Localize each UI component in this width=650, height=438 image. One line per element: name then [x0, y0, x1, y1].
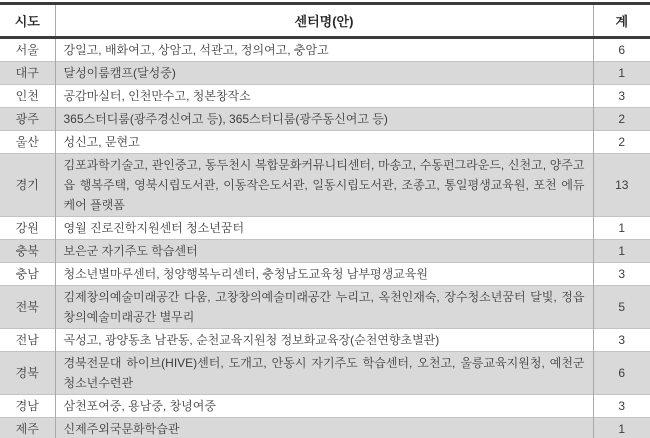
centers-cell: 김포과학기술고, 관인중고, 동두천시 복합문화커뮤니티센터, 마송고, 수동펀그라운드, 신천고, 양주고읍 행복주택, 영북시립도서관, 이동작은도서관, 일동시립도서관, 조종고, 통일평생교육원, 포천 에듀케어 플랫폼 [55, 154, 593, 217]
region-cell: 경기 [0, 154, 55, 217]
count-cell: 6 [618, 43, 626, 57]
table-body [0, 38, 650, 438]
centers-cell: 청소년별마루센터, 청양행복누리센터, 충청남도교육청 남부평생교육원 [55, 263, 593, 286]
header-sido: 시도 [0, 4, 55, 38]
table-row [0, 240, 650, 263]
count-cell: 1 [593, 62, 650, 85]
table-row [0, 329, 650, 352]
table-row [0, 395, 650, 418]
region-cell: 인천 [0, 85, 55, 108]
centers-cell: 달성이룸캠프(달성중) [55, 62, 593, 85]
count-cell: 5 [593, 286, 650, 329]
table-row [0, 62, 650, 85]
count-cell: 2 [593, 131, 650, 154]
table-row [0, 352, 650, 395]
table-row [0, 85, 650, 108]
count-cell: 3 [593, 85, 650, 108]
centers-cell: 김제창의예술미래공간 다움, 고창창의예술미래공간 누리고, 옥천인재숙, 장수청소년꿈터 달빛, 정읍창의예술미래공간 별무리 [55, 286, 593, 329]
count-cell: 3 [593, 395, 650, 418]
region-cell: 서울 [15, 43, 39, 57]
count-cell: 3 [593, 329, 650, 352]
region-cell: 전남 [0, 329, 55, 352]
region-cell: 대구 [0, 62, 55, 85]
table-row [0, 263, 650, 286]
region-cell: 전북 [0, 286, 55, 329]
count-cell: 1 [593, 240, 650, 263]
centers-cell: 공감마실터, 인천만수고, 청본창작소 [55, 85, 593, 108]
region-cell: 제주 [0, 418, 55, 438]
region-cell: 울산 [0, 131, 55, 154]
count-cell: 1 [593, 418, 650, 438]
table-row [0, 217, 650, 240]
centers-cell: 영월 진로진학지원센터 청소년꿈터 [55, 217, 593, 240]
table-row [0, 131, 650, 154]
region-cell: 충남 [0, 263, 55, 286]
centers-cell: 365스터디룸(광주경신여고 등), 365스터디룸(광주동신여고 등) [55, 108, 593, 131]
region-cell: 광주 [0, 108, 55, 131]
table-row [0, 108, 650, 131]
centers-cell: 곡성고, 광양동초 남관동, 순천교육지원청 정보화교육장(순천연향초별관) [55, 329, 593, 352]
centers-cell: 삼천포여중, 용남중, 창녕여중 [55, 395, 593, 418]
centers-cell: 신제주외국문화학습관 [55, 418, 593, 438]
header-center-name: 센터명(안) [55, 4, 593, 38]
count-cell: 2 [593, 108, 650, 131]
count-cell: 1 [593, 217, 650, 240]
header-row [0, 4, 650, 38]
region-cell: 경남 [0, 395, 55, 418]
table-row [0, 286, 650, 329]
centers-cell: 경북전문대 하이브(HIVE)센터, 도개고, 안동시 자기주도 학습센터, 오천고, 울릉교육지원청, 예천군 청소년수련관 [55, 352, 593, 395]
region-cell: 경북 [0, 352, 55, 395]
region-cell: 충북 [0, 240, 55, 263]
centers-cell: 성신고, 문현고 [55, 131, 593, 154]
header-total: 계 [593, 4, 650, 38]
centers-cell: 강일고, 배화여고, 상암고, 석관고, 정의여고, 충암고 [55, 38, 593, 62]
region-cell: 강원 [0, 217, 55, 240]
count-cell: 13 [593, 154, 650, 217]
table-row [0, 154, 650, 217]
table-row [0, 38, 650, 62]
table-row [0, 418, 650, 438]
count-cell: 3 [593, 263, 650, 286]
count-cell: 6 [593, 352, 650, 395]
centers-cell: 보은군 자기주도 학습센터 [55, 240, 593, 263]
centers-table [0, 2, 650, 438]
